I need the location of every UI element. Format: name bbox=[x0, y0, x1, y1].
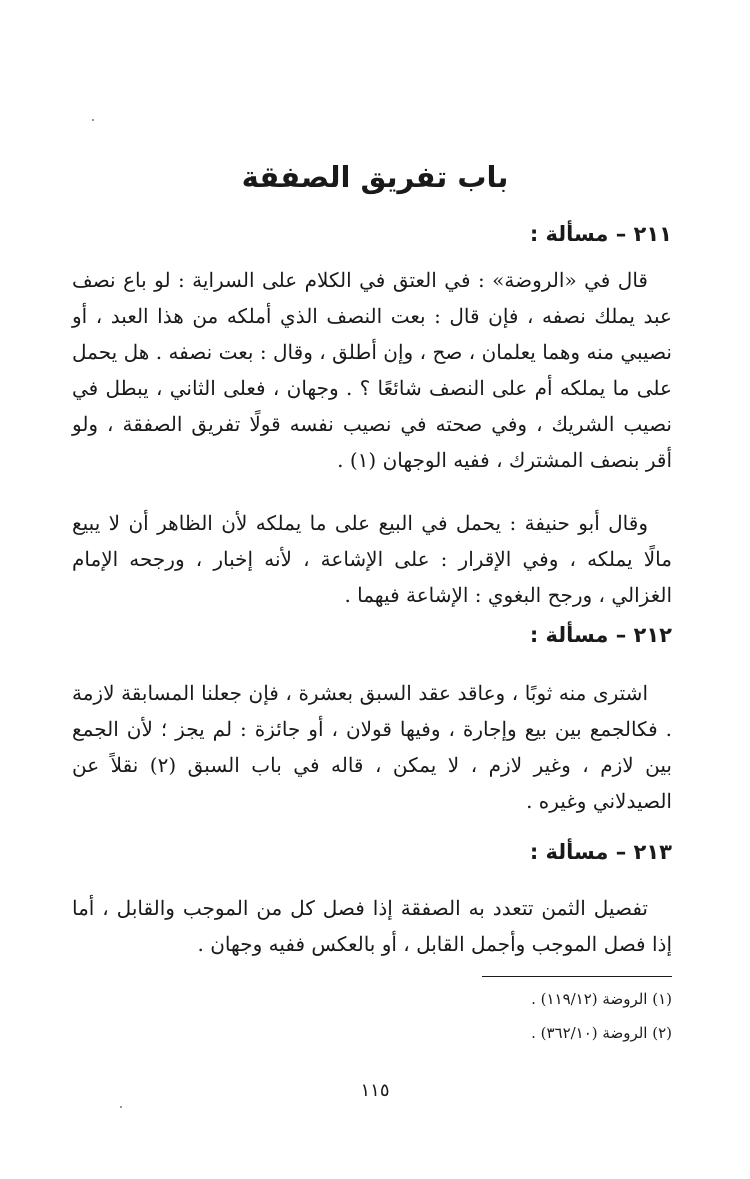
paragraph: اشترى منه ثوبًا ، وعاقد عقد السبق بعشرة ، فإن جعلنا المسابقة لازمة . فكالجمع بين بيع وإجارة ، وفيها قولان ، أو جائزة : لم يجز ؛ لأن الجمع بين لازم ، وغير لازم ، لا يمكن ، قاله في باب السبق (٢) نقلاً عن الصيدلاني وغيره . bbox=[72, 681, 672, 813]
paragraph: قال في «الروضة» : في العتق في الكلام على السراية : لو باع نصف عبد يملك نصفه ، فإن قال : بعت النصف الذي أملكه من هذا العبد ، أو نصيبي منه وهما يعلمان ، صح ، وإن أطلق ، وقال : بعت نصفه . هل يحمل على ما يملكه أم على النصف شائعًا ؟ . وجهان ، فعلى الثاني ، يبطل في نصيب الشريك ، وفي صحته في نصيب نفسه قولًا تفريق الصفقة ، ولو أقر بنصف المشترك ، ففيه الوجهان (١) . bbox=[72, 268, 672, 472]
chapter-title: باب تفريق الصفقة bbox=[241, 160, 509, 194]
footnote-2: (٢) الروضة (٣٦٢/١٠) . bbox=[531, 1024, 672, 1042]
scan-speck bbox=[92, 119, 94, 121]
section-body-211 bbox=[72, 262, 672, 478]
section-body-212 bbox=[72, 675, 672, 819]
footnote-1: (١) الروضة (١١٩/١٢) . bbox=[531, 990, 672, 1008]
section-heading-213: ٢١٣ – مسألة : bbox=[529, 840, 672, 864]
footnote-divider bbox=[482, 976, 672, 977]
paragraph: تفصيل الثمن تتعدد به الصفقة إذا فصل كل من الموجب والقابل ، أما إذا فصل الموجب وأجمل القابل ، أو بالعكس ففيه وجهان . bbox=[72, 896, 672, 956]
section-body-213 bbox=[72, 890, 672, 962]
section-heading-211: ٢١١ – مسألة : bbox=[529, 222, 672, 246]
section-body-211-continued bbox=[72, 505, 672, 613]
paragraph: وقال أبو حنيفة : يحمل في البيع على ما يملكه لأن الظاهر أن لا يبيع مالًا يملكه ، وفي الإقرار : على الإشاعة ، لأنه إخبار ، ورجحه الإمام الغزالي ، ورجح البغوي : الإشاعة فيهما . bbox=[72, 511, 672, 607]
scan-speck bbox=[120, 1106, 122, 1108]
section-heading-212: ٢١٢ – مسألة : bbox=[529, 623, 672, 647]
page-number: ١١٥ bbox=[360, 1080, 390, 1101]
